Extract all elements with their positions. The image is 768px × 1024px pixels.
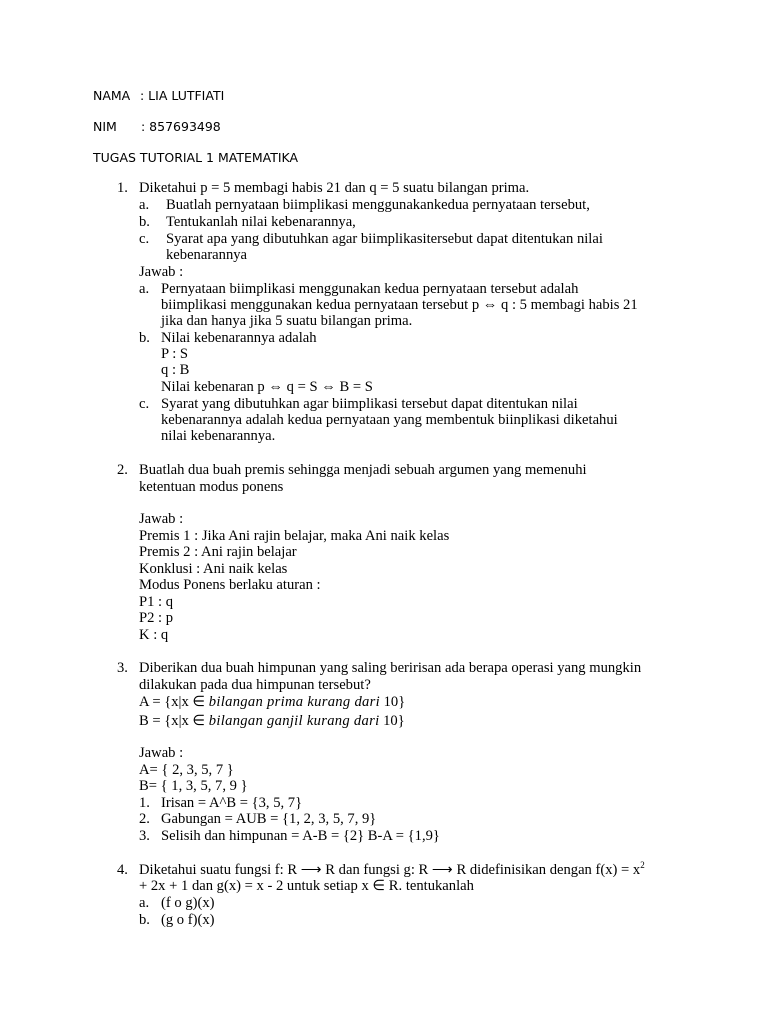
q3-text-1: Diberikan dua buah himpunan yang saling beririsan ada berapa operasi yang mungkin <box>139 660 642 676</box>
q1-b-text: Tentukanlah nilai kebenarannya, <box>166 214 356 230</box>
q1-ans-b-1: Nilai kebenarannya adalah <box>161 330 317 346</box>
q1-a-marker: a. <box>139 197 150 213</box>
q2-premis-1: Premis 1 : Jika Ani rajin belajar, maka Ani naik kelas <box>139 528 450 544</box>
q3-result-2-number: 2. <box>139 811 150 827</box>
q4-exponent: 2 <box>640 860 645 871</box>
q3-result-3: Selisih dan himpunan = A-B = {2} B-A = {1,9} <box>161 828 440 844</box>
q1-ans-a-1: Pernyataan biimplikasi menggunakan kedua pernyataan tersebut adalah <box>161 281 579 297</box>
q1-ans-b-4: Nilai kebenaran p ⇔ q = S ⇔ B = S <box>161 379 373 395</box>
q1-ans-c-marker: c. <box>139 396 150 412</box>
q1-jawab: Jawab : <box>139 264 184 280</box>
q3-result-1-number: 1. <box>139 795 150 811</box>
q1-ans-a-marker: a. <box>139 281 150 297</box>
q1-c-marker: c. <box>139 231 150 247</box>
q4-a-marker: a. <box>139 895 150 911</box>
q3-set-b <box>139 713 405 730</box>
q2-p1: P1 : q <box>139 594 174 610</box>
q3-result-1: Irisan = A^B = {3, 5, 7} <box>161 795 303 811</box>
q3-set-b-italic: bilangan ganjil kurang dari <box>208 713 380 729</box>
q2-jawab: Jawab : <box>139 511 184 527</box>
q3-set-b-post: 10} <box>379 713 405 729</box>
q3-result-2: Gabungan = AUB = {1, 2, 3, 5, 7, 9} <box>161 811 377 827</box>
q3-set-a-post: 10} <box>379 694 406 710</box>
q4-text-1 <box>139 862 645 879</box>
q3-set-a-italic: bilangan prima kurang dari <box>208 694 380 710</box>
q1-ans-b-marker: b. <box>139 330 150 346</box>
q1-ans-b-3: q : B <box>161 362 190 378</box>
q2-number: 2. <box>117 462 128 478</box>
q3-jawab: Jawab : <box>139 745 184 761</box>
q2-p2: P2 : p <box>139 610 174 626</box>
q2-premis-2: Premis 2 : Ani rajin belajar <box>139 544 297 560</box>
name-value: : LIA LUTFIATI <box>140 88 225 103</box>
q1-number: 1. <box>117 180 128 196</box>
q3-set-b-pre: B = {x|x ∈ <box>139 713 209 729</box>
q4-a-text: (f o g)(x) <box>161 895 215 911</box>
q2-k: K : q <box>139 627 169 643</box>
q2-text-2: ketentuan modus ponens <box>139 479 284 495</box>
q3-set-b-values: B= { 1, 3, 5, 7, 9 } <box>139 778 248 794</box>
nim-label: NIM <box>93 119 117 134</box>
name-line <box>93 88 224 104</box>
q1-c-text-1: Syarat apa yang dibutuhkan agar biimplikasitersebut dapat ditentukan nilai <box>166 231 603 247</box>
q3-set-a-pre: A = {x|x ∈ <box>139 694 209 710</box>
q1-text: Diketahui p = 5 membagi habis 21 dan q = 5 suatu bilangan prima. <box>139 180 530 196</box>
q1-ans-b-2: P : S <box>161 346 189 362</box>
q3-text-2: dilakukan pada dua himpunan tersebut? <box>139 677 371 693</box>
name-label: NAMA <box>93 88 131 103</box>
q4-b-text: (g o f)(x) <box>161 912 215 928</box>
q3-set-a-values: A= { 2, 3, 5, 7 } <box>139 762 234 778</box>
q4-b-marker: b. <box>139 912 150 928</box>
q1-c-text-2: kebenarannya <box>166 247 248 263</box>
q4-text-2: + 2x + 1 dan g(x) = x - 2 untuk setiap x ∈ R. tentukanlah <box>139 878 474 894</box>
q1-ans-a-2: biimplikasi menggunakan kedua pernyataan tersebut p ⇔ q : 5 membagi habis 21 <box>161 297 638 313</box>
q3-number: 3. <box>117 660 128 676</box>
nim-line <box>93 119 221 135</box>
q4-number: 4. <box>117 862 128 878</box>
q2-konklusi: Konklusi : Ani naik kelas <box>139 561 288 577</box>
q2-rule-title: Modus Ponens berlaku aturan : <box>139 577 321 593</box>
q3-result-3-number: 3. <box>139 828 150 844</box>
document-title: TUGAS TUTORIAL 1 MATEMATIKA <box>93 150 299 165</box>
q1-a-text: Buatlah pernyataan biimplikasi menggunakankedua pernyataan tersebut, <box>166 197 590 213</box>
q4-text-1-main: Diketahui suatu fungsi f: R ⟶ R dan fungsi g: R ⟶ R didefinisikan dengan f(x) = x <box>139 862 641 878</box>
q1-ans-a-3: jika dan hanya jika 5 suatu bilangan prima. <box>161 313 413 329</box>
q1-b-marker: b. <box>139 214 150 230</box>
q1-ans-c-2: kebenarannya adalah kedua pernyataan yang membentuk biinplikasi diketahui <box>161 412 618 428</box>
nim-value: : 857693498 <box>141 119 221 134</box>
q1-ans-c-1: Syarat yang dibutuhkan agar biimplikasi tersebut dapat ditentukan nilai <box>161 396 578 412</box>
q2-text-1: Buatlah dua buah premis sehingga menjadi sebuah argumen yang memenuhi <box>139 462 587 478</box>
q1-ans-c-3: nilai kebenarannya. <box>161 428 276 444</box>
q3-set-a <box>139 694 405 711</box>
